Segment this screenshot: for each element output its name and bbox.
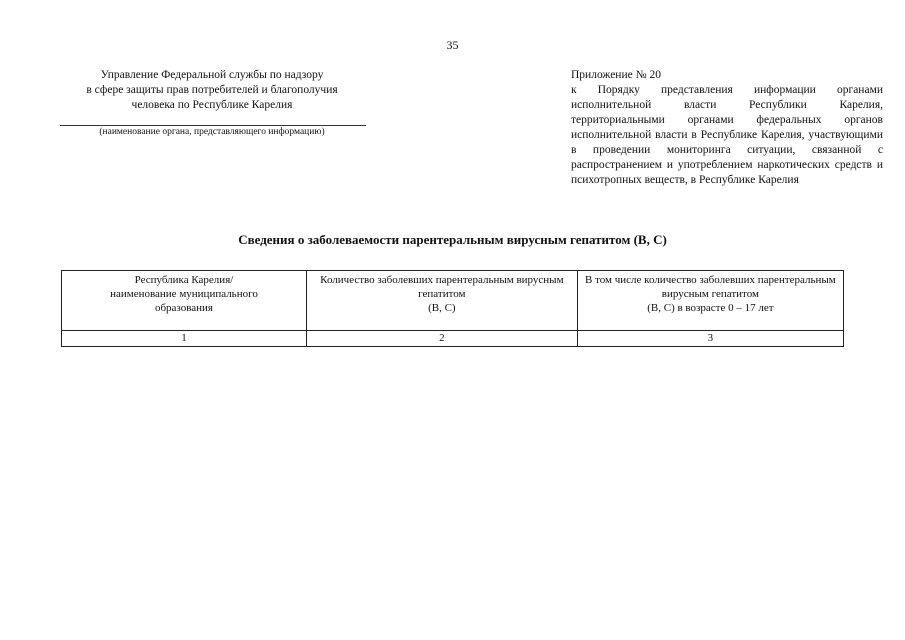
data-table — [61, 270, 844, 347]
organization-name-line: Управление Федеральной службы по надзору — [100, 69, 324, 81]
organization-underline — [60, 125, 366, 126]
table-header-cell: Республика Карелия/ наименование муниципального образования — [62, 271, 307, 331]
column-number-cell: 1 — [62, 331, 307, 347]
table-row — [62, 331, 844, 347]
organization-name-line: человека по Республике Карелия — [131, 99, 293, 111]
column-number-cell: 2 — [306, 331, 577, 347]
organization-name-line: в сфере защиты прав потребителей и благополучия — [86, 84, 338, 96]
appendix-text: к Порядку представления информации органами исполнительной власти Республики Карелия, территориальными органами федеральных органов исполнительной власти в Республике Карелия, участвующими в проведении мониторинга ситуации, связанной с распространением и употреблением наркотических средств и психотропных веществ, в Республике Карелия — [571, 84, 883, 186]
table-header-cell: В том числе количество заболевших парентеральным вирусным гепатитом (В, С) в возрасте 0 – 17 лет — [577, 271, 843, 331]
organization-caption: (наименование органа, представляющего информацию) — [99, 127, 325, 137]
document-title: Сведения о заболеваемости парентеральным вирусным гепатитом (В, С) — [238, 232, 667, 247]
table-header-cell: Количество заболевших парентеральным вирусным гепатитом (В, С) — [306, 271, 577, 331]
column-number-cell: 3 — [577, 331, 843, 347]
page-number: 35 — [446, 38, 459, 52]
organization-name — [62, 68, 362, 113]
appendix-title: Приложение № 20 — [571, 69, 661, 81]
appendix-block — [571, 68, 883, 188]
table-header-row — [62, 271, 844, 331]
